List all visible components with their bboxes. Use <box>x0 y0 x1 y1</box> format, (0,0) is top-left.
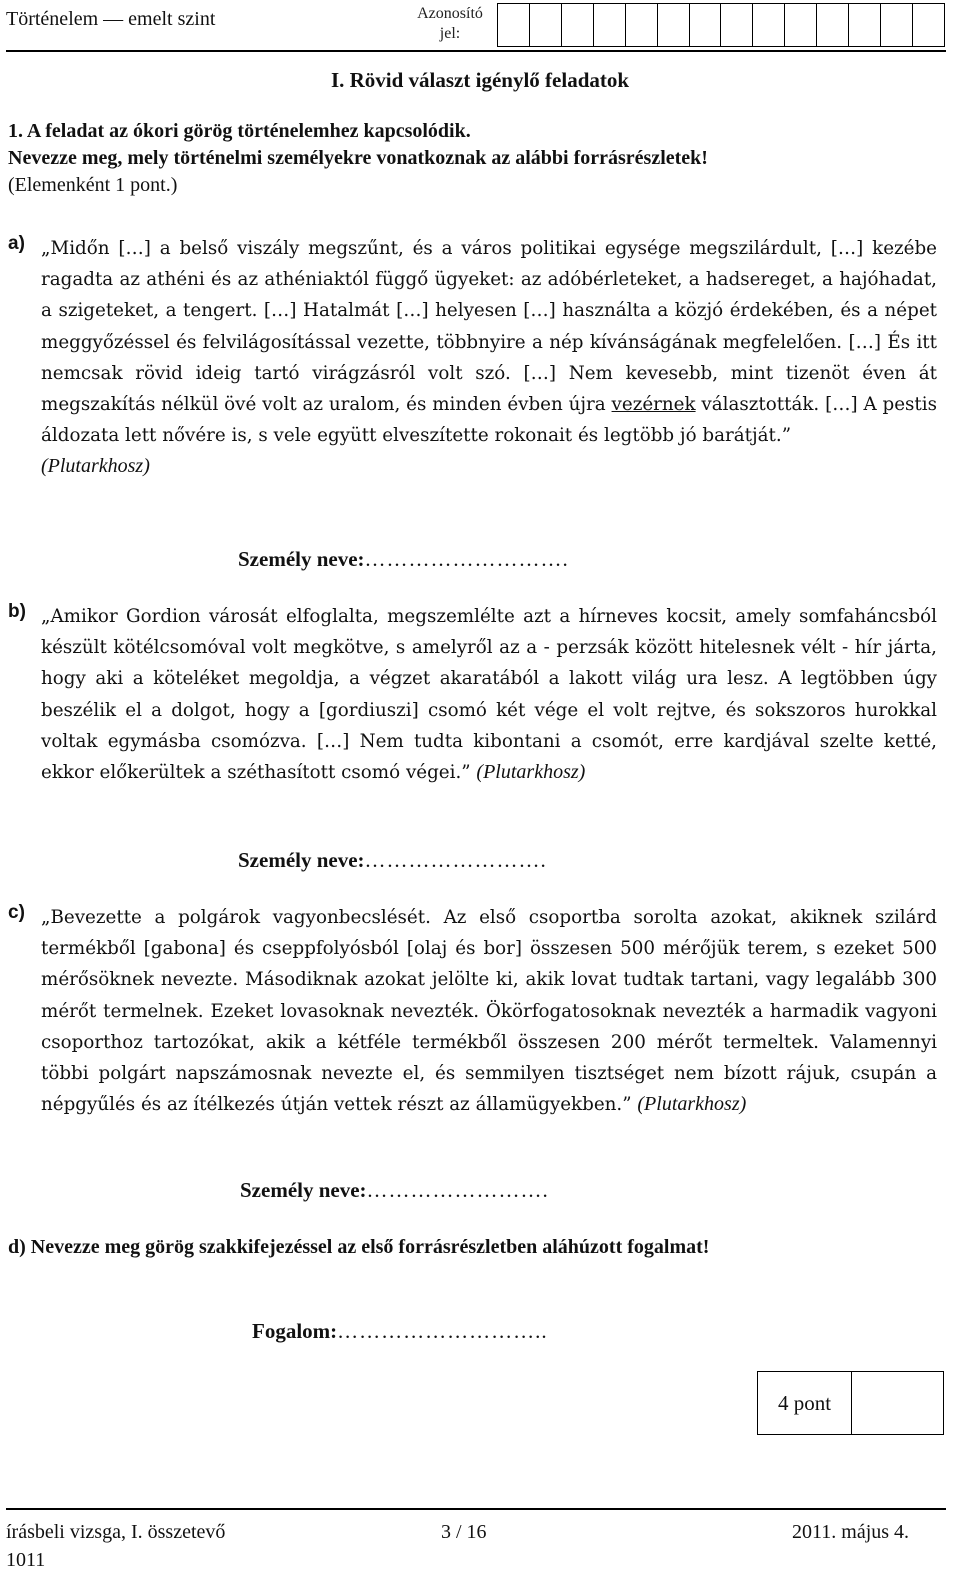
header-title: Történelem — emelt szint <box>6 8 216 30</box>
id-cell[interactable] <box>498 4 530 46</box>
task-instruction: Nevezze meg, mely történelmi személyekre vonatkoznak az alábbi forrásrészletek! <box>8 147 708 169</box>
footer-code: 1011 <box>6 1549 46 1571</box>
points-box <box>757 1371 944 1435</box>
footer-page-number: 3 / 16 <box>441 1521 487 1543</box>
id-cell[interactable] <box>530 4 562 46</box>
source-author: (Plutarkhosz) <box>476 761 586 784</box>
id-cell[interactable] <box>913 4 944 46</box>
answer-label: Személy neve: <box>238 848 365 872</box>
task-intro <box>8 118 928 199</box>
answer-label: Személy neve: <box>238 547 365 571</box>
id-cell[interactable] <box>817 4 849 46</box>
task-scoring: (Elemenként 1 pont.) <box>8 174 178 196</box>
id-boxes <box>497 3 945 47</box>
source-author: (Plutarkhosz) <box>637 1093 747 1116</box>
id-cell[interactable] <box>690 4 722 46</box>
id-cell[interactable] <box>849 4 881 46</box>
question-label: a) <box>8 233 25 254</box>
id-label-line2: jel: <box>439 25 461 42</box>
answer-b[interactable] <box>238 848 547 873</box>
section-title: I. Rövid választ igénylő feladatok <box>330 68 630 92</box>
source-text-part: választották. […] A pestis áldozata lett nővére is, s vele együtt elveszítette rokonait és legtöbb jó barátját.” <box>41 394 937 447</box>
points-score-cell[interactable] <box>852 1372 943 1434</box>
source-text <box>41 902 937 1120</box>
answer-field[interactable]: ……………………. <box>366 1178 549 1202</box>
id-cell[interactable] <box>626 4 658 46</box>
underlined-term: vezérnek <box>611 394 696 416</box>
answer-label: Fogalom: <box>252 1319 338 1343</box>
question-d: d) Nevezze meg görög szakkifejezéssel az első forrásrészletben aláhúzott fogalmat! <box>8 1236 710 1258</box>
header-rule <box>6 50 946 52</box>
page-header <box>0 0 960 50</box>
id-cell[interactable] <box>594 4 626 46</box>
id-cell[interactable] <box>721 4 753 46</box>
footer-rule <box>6 1508 946 1510</box>
footer-date: 2011. május 4. <box>792 1521 910 1543</box>
answer-d[interactable] <box>252 1319 548 1344</box>
question-label: b) <box>8 601 26 622</box>
question-label: c) <box>8 902 25 923</box>
id-cell[interactable] <box>753 4 785 46</box>
source-text-part: „Midőn […] a belső viszály megszűnt, és a város politikai egysége megszilárdult, […] kezébe ragadta az athéni és az athéniaktól függő ügyeket: az adóbérleteket, a hadsereget, a hajóhadat, a szigeteket, a tengert. […] Hatalmát […] helyesen […] használta a közjó érdekében, és a népet meggyőzéssel és felvilágosítással vezette, többnyire a nép kívánságának megfelelően. […] És itt nemcsak rövid ideig tartó virágzásról volt szó. […] Nem kevesebb, mint tizenöt éven át megszakítás nélkül övé volt az uralom, és minden évben újra <box>41 238 937 416</box>
source-author: (Plutarkhosz) <box>41 455 150 478</box>
source-text-part: „Bevezette a polgárok vagyonbecslését. Az első csoportba sorolta azokat, akiknek szilárd termékből [gabona] és cseppfolyósból [olaj és bor] összesen 500 mérőjük terem, s ezeket 500 mérősöknek nevezte. Másodiknak azokat jelölte ki, akik lovat tudtak tartani, vagy legalább 300 mérőt termelnek. Ezeket lovasoknak nevezték. Ökörfogatosoknak nevezték a harmadik vagyoni csoporthoz tartozókat, akik a kétféle termékből összesen 200 mérőt termeltek. Valamennyi többi polgárt napszámosnak nevezte el, és semmilyen tisztséget nem bízott rájuk, csupán a népgyűlés és az ítélkezés útján vettek részt az államügyekben.” <box>41 907 937 1116</box>
id-cell[interactable] <box>562 4 594 46</box>
id-label-line1: Azonosító <box>417 5 483 22</box>
source-text <box>41 233 937 483</box>
footer-exam-part: írásbeli vizsga, I. összetevő <box>6 1521 226 1543</box>
answer-field[interactable]: ……………………. <box>364 848 547 872</box>
points-label: 4 pont <box>758 1372 852 1434</box>
source-text-part: „Amikor Gordion városát elfoglalta, megszemlélte azt a hírneves kocsit, amely somfaháncsból készült kötélcsomóval volt megkötve, s amelyről az a - perzsák között hitelesnek vélt - hír járta, hogy aki a köteléket megoldja, a végzet akaratából a lakott világ ura lesz. A legtöbben úgy beszélik el a dolgot, hogy a [gordiuszi] csomó két vége el volt rejtve, és sokszoros hurokkal voltak egymásba csomózva. […] Nem tudta kibontani a csomót, erre kardjával szelte ketté, ekkor előkerültek a széthasított csomó végei.” <box>41 606 937 784</box>
answer-a[interactable] <box>238 547 569 572</box>
answer-c[interactable] <box>240 1178 549 1203</box>
source-text <box>41 601 937 788</box>
answer-label: Személy neve: <box>240 1178 367 1202</box>
id-cell[interactable] <box>881 4 913 46</box>
id-label <box>410 4 490 44</box>
id-cell[interactable] <box>785 4 817 46</box>
answer-field[interactable]: ………………………. <box>364 547 569 571</box>
task-heading: 1. A feladat az ókori görög történelemhez kapcsolódik. <box>8 120 471 142</box>
answer-field[interactable]: ……………………….. <box>337 1319 548 1343</box>
id-cell[interactable] <box>658 4 690 46</box>
